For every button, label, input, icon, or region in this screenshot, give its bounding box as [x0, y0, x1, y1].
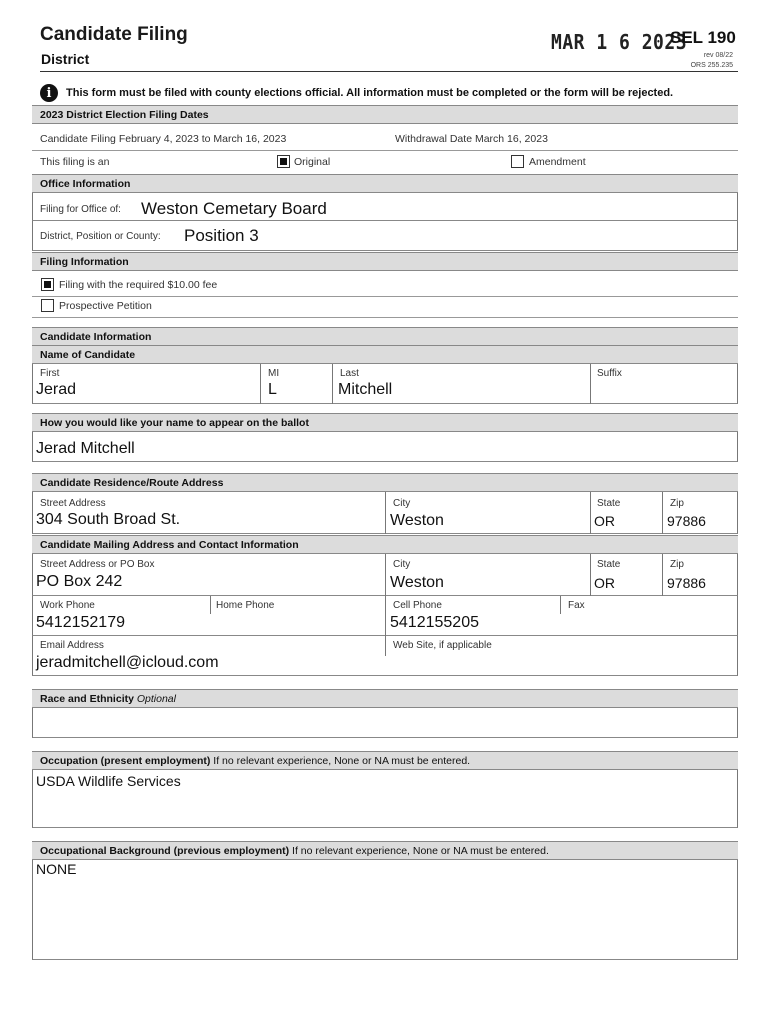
divider [32, 296, 738, 297]
background-note: If no relevant experience, None or NA must be entered. [292, 845, 549, 857]
office-label: Filing for Office of: [40, 204, 121, 215]
withdrawal-date [395, 133, 548, 145]
divider [332, 364, 333, 404]
fee-checkbox[interactable] [41, 278, 54, 291]
divider [32, 317, 738, 318]
district-field[interactable]: Position 3 [184, 226, 259, 245]
last-name-field[interactable]: Mitchell [338, 381, 393, 398]
residence-zip-label: Zip [670, 498, 684, 509]
divider [385, 492, 386, 534]
fee-label: Filing with the required $10.00 fee [59, 279, 218, 291]
divider [385, 554, 386, 596]
occupation-heading [32, 751, 738, 770]
candidate-filing-dates [40, 133, 286, 145]
first-name-field[interactable]: Jerad [36, 381, 77, 398]
candidate-heading: Candidate Information [32, 327, 738, 346]
mailing-city-field[interactable]: Weston [390, 574, 444, 591]
original-checkbox[interactable] [277, 155, 290, 168]
form-title: Candidate Filing [40, 24, 188, 45]
ballot-name-field[interactable]: Jerad Mitchell [36, 440, 135, 457]
amendment-checkbox[interactable] [511, 155, 524, 168]
divider [560, 596, 561, 614]
residence-zip-field[interactable]: 97886 [667, 513, 706, 529]
divider [662, 554, 663, 596]
fax-label: Fax [568, 600, 585, 611]
district-label: District, Position or County: [40, 231, 161, 242]
work-phone-label: Work Phone [40, 600, 95, 611]
background-heading-text: Occupational Background (previous employment) [40, 845, 290, 857]
dates-heading: 2023 District Election Filing Dates [32, 105, 738, 124]
mailing-state-label: State [597, 559, 621, 570]
name-heading: Name of Candidate [32, 345, 738, 364]
rev-date: rev 08/22 [703, 52, 733, 59]
info-icon: i [40, 84, 58, 102]
mailing-zip-field[interactable]: 97886 [667, 575, 706, 591]
original-label: Original [294, 156, 331, 168]
occupation-field[interactable]: USDA Wildlife Services [36, 773, 181, 789]
mailing-street-label: Street Address or PO Box [40, 559, 155, 570]
divider [590, 492, 591, 534]
notice [40, 83, 740, 103]
withdrawal-label: Withdrawal Date [395, 133, 473, 145]
home-phone-label: Home Phone [216, 600, 275, 611]
background-heading [32, 841, 738, 860]
divider [32, 150, 738, 151]
mailing-state-field[interactable]: OR [594, 575, 615, 591]
petition-checkbox[interactable] [41, 299, 54, 312]
residence-street-field[interactable]: 304 South Broad St. [36, 511, 181, 528]
divider [210, 596, 211, 614]
suffix-label: Suffix [597, 368, 622, 379]
residence-street-label: Street Address [40, 498, 106, 509]
header-rule [40, 71, 738, 72]
race-optional-label: Optional [136, 693, 176, 705]
candidate-filing-label: Candidate Filing [40, 133, 116, 145]
mailing-zip-label: Zip [670, 559, 684, 570]
mailing-city-label: City [393, 559, 411, 570]
residence-city-field[interactable]: Weston [390, 512, 444, 529]
divider [662, 492, 663, 534]
mailing-heading: Candidate Mailing Address and Contact Information [32, 535, 738, 554]
race-field[interactable] [32, 708, 738, 738]
office-heading: Office Information [32, 174, 738, 193]
residence-state-field[interactable]: OR [594, 513, 615, 529]
divider [385, 636, 386, 656]
divider [590, 364, 591, 404]
last-name-label: Last [340, 368, 359, 379]
form-number: SEL 190 [670, 28, 736, 47]
background-box [32, 860, 738, 960]
petition-label: Prospective Petition [59, 300, 152, 312]
race-heading [32, 689, 738, 708]
email-label: Email Address [40, 640, 104, 651]
filing-type-label: This filing is an [40, 156, 110, 168]
divider [590, 554, 591, 596]
race-heading-text: Race and Ethnicity [40, 693, 134, 705]
mi-label: MI [268, 368, 280, 379]
cell-phone-field[interactable]: 5412155205 [390, 614, 479, 631]
filing-heading: Filing Information [32, 252, 738, 271]
notice-text: This form must be filed with county elections official. All information must be completed or the form will be rejected. [66, 87, 674, 99]
ballot-name-heading: How you would like your name to appear on the ballot [32, 413, 738, 432]
work-phone-field[interactable]: 5412152179 [36, 614, 125, 631]
form-subtitle: District [41, 51, 90, 67]
form-revision [690, 51, 733, 71]
occupation-note: If no relevant experience, None or NA must be entered. [213, 755, 471, 767]
received-date-stamp: MAR 1 6 2023 [551, 30, 688, 55]
cell-phone-label: Cell Phone [393, 600, 442, 611]
withdrawal-value: March 16, 2023 [474, 133, 548, 145]
amendment-label: Amendment [529, 156, 586, 168]
mi-field[interactable]: L [268, 381, 277, 398]
residence-city-label: City [393, 498, 411, 509]
email-field[interactable]: jeradmitchell@icloud.com [36, 654, 219, 671]
mailing-street-field[interactable]: PO Box 242 [36, 573, 123, 590]
divider [385, 596, 386, 636]
office-row [32, 193, 738, 221]
candidate-filing-value: February 4, 2023 to March 16, 2023 [118, 133, 287, 145]
residence-state-label: State [597, 498, 621, 509]
rev-statute: ORS 255.235 [690, 62, 733, 69]
occupation-heading-text: Occupation (present employment) [40, 755, 211, 767]
first-name-label: First [40, 368, 60, 379]
website-label: Web Site, if applicable [393, 640, 492, 651]
background-field[interactable]: NONE [36, 861, 77, 877]
office-field[interactable]: Weston Cemetary Board [141, 199, 327, 218]
residence-heading: Candidate Residence/Route Address [32, 473, 738, 492]
divider [260, 364, 261, 404]
ballot-name-row [32, 432, 738, 462]
